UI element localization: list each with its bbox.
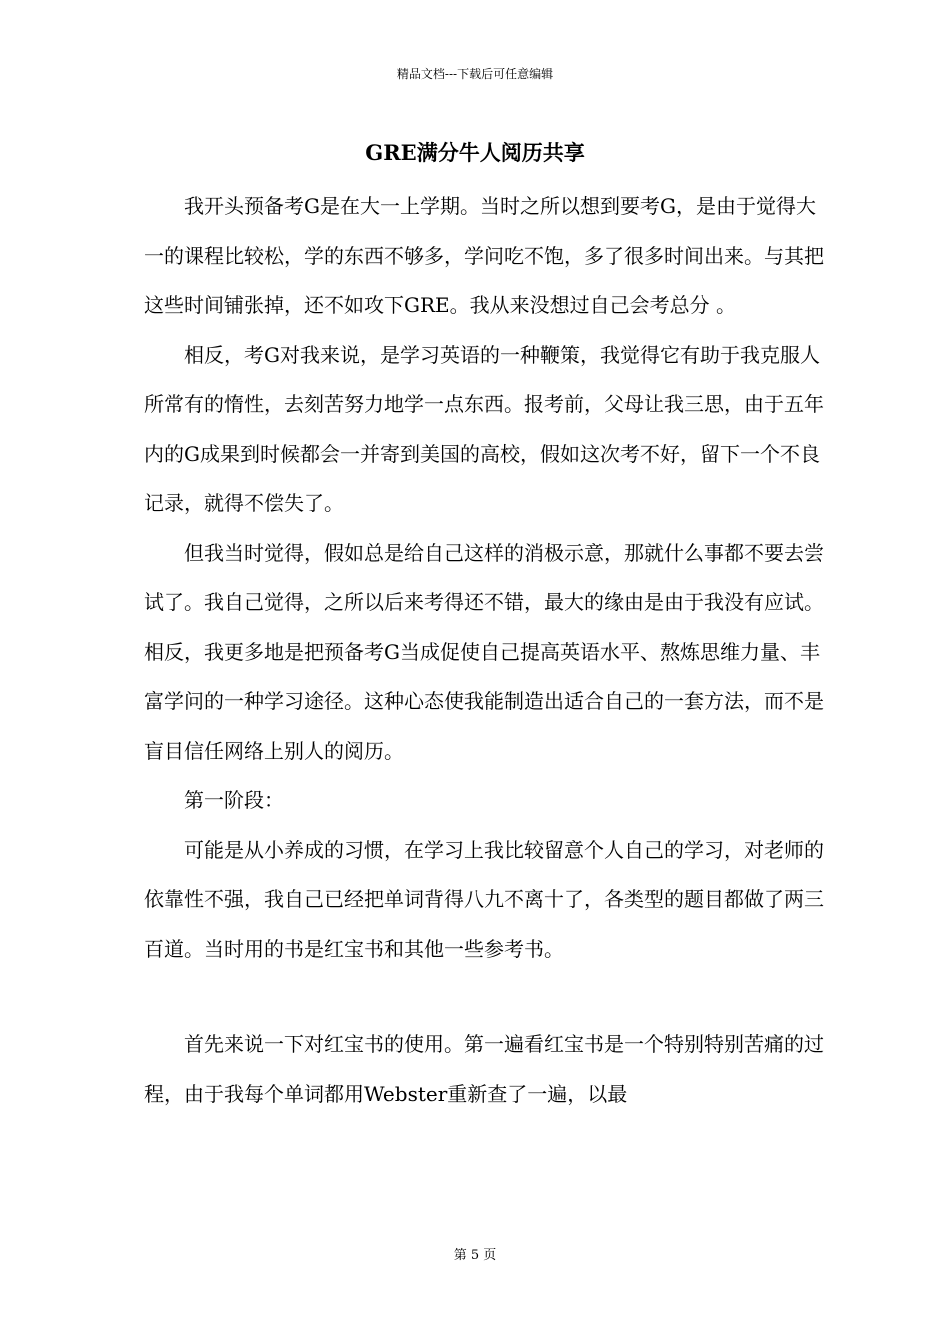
section-heading: 第一阶段： xyxy=(184,788,284,812)
document-title: GRE满分牛人阅历共享 xyxy=(365,140,585,165)
page-number: 第 5 页 xyxy=(453,1248,497,1263)
paragraph: 但我当时觉得，假如总是给自己这样的消极示意，那就什么事都不要去尝试了。我自己觉得，之所以后来考得还不错，最大的缘由是由于我没有应试。相反，我更多地是把预备考G当成促使自己提高英语水平、熬炼思维力量、丰富学问的一种学习途径。这种心态使我能制造出适合自己的一套方法，而不是盲目信任网络上别人的阅历。 xyxy=(144,540,824,763)
paragraph: 首先来说一下对红宝书的使用。第一遍看红宝书是一个特别特别苦痛的过程，由于我每个单词都用Webster重新查了一遍，以最 xyxy=(144,1032,824,1106)
paragraph: 我开头预备考G是在大一上学期。当时之所以想到要考G，是由于觉得大一的课程比较松，学的东西不够多，学问吃不饱，多了很多时间出来。与其把这些时间铺张掉，还不如攻下GRE。我从来没想过自己会考总分 。 xyxy=(144,194,824,317)
paragraph: 相反，考G对我来说，是学习英语的一种鞭策，我觉得它有助于我克服人所常有的惰性，去刻苦努力地学一点东西。报考前，父母让我三思，由于五年内的G成果到时候都会一并寄到美国的高校，假如这次考不好，留下一个不良记录，就得不偿失了。 xyxy=(144,342,824,515)
paragraph: 可能是从小养成的习惯，在学习上我比较留意个人自己的学习，对老师的依靠性不强，我自己已经把单词背得八九不离十了，各类型的题目都做了两三百道。当时用的书是红宝书和其他一些参考书。 xyxy=(144,837,824,961)
document-body xyxy=(144,182,824,1119)
page-header: 精品文档---下载后可任意编辑 xyxy=(396,67,554,81)
